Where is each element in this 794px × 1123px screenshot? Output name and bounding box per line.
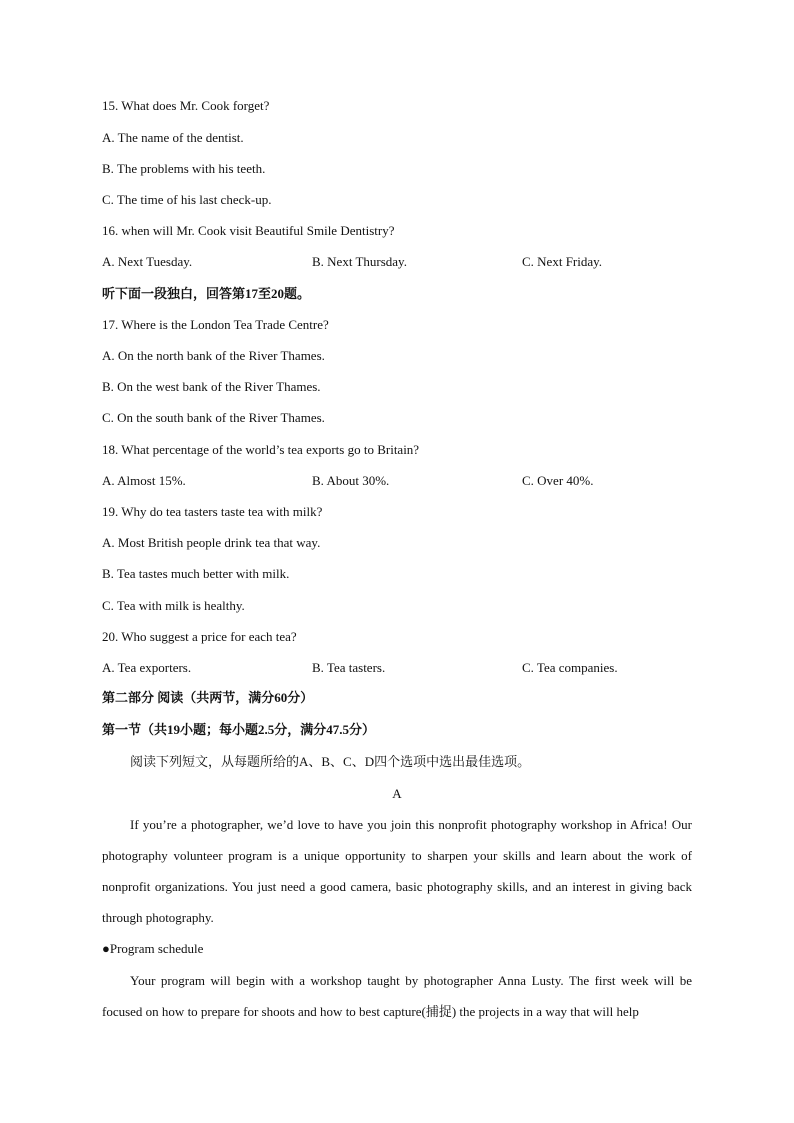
q19-question: 19. Why do tea tasters taste tea with milk? [102, 504, 323, 519]
q19-option-c: C. Tea with milk is healthy. [102, 598, 245, 613]
q20-option-a: A. Tea exporters. [102, 660, 192, 675]
q20-question: 20. Who suggest a price for each tea? [102, 629, 297, 644]
paragraph-2-text: Your program will begin with a workshop taught by photographer Anna Lusty. The first week will be focused on how to prepare for shoots and how to best capture(捕捉) the projects in a way that will help [102, 973, 692, 1019]
q16-option-a: A. Next Tuesday. [102, 254, 193, 269]
q16-option-b: B. Next Thursday. [312, 254, 407, 269]
q17-question: 17. Where is the London Tea Trade Centre? [102, 317, 329, 332]
q15-option-a: A. The name of the dentist. [102, 130, 244, 145]
q19-option-b: B. Tea tastes much better with milk. [102, 566, 290, 581]
paragraph-1-text: If you’re a photographer, we’d love to have you join this nonprofit photography workshop in Africa! Our photography volunteer program is a unique opportunity to sharpen your skills and learn about the work of nonprofit organizations. You just need a good camera, basic photography skills, and an interest in giving back through photography. [102, 817, 692, 925]
q19-option-a: A. Most British people drink tea that way. [102, 535, 321, 550]
passage-label: A [392, 786, 402, 801]
monologue-section-heading: 听下面一段独白，回答第17至20题。 [102, 286, 311, 301]
q16-option-c: C. Next Friday. [522, 254, 603, 269]
passage-paragraph-1 [102, 809, 692, 933]
q17-option-b: B. On the west bank of the River Thames. [102, 379, 321, 394]
reading-instruction: 阅读下列短文，从每题所给的A、B、C、D四个选项中选出最佳选项。 [130, 754, 531, 769]
q20-option-c: C. Tea companies. [522, 660, 618, 675]
q20-option-b: B. Tea tasters. [312, 660, 386, 675]
q16-question: 16. when will Mr. Cook visit Beautiful Smile Dentistry? [102, 223, 395, 238]
program-schedule-heading: ●Program schedule [102, 941, 204, 956]
section1-heading: 第一节（共19小题；每小题2.5分，满分47.5分） [102, 722, 376, 737]
q17-option-a: A. On the north bank of the River Thames. [102, 348, 325, 363]
q15-option-b: B. The problems with his teeth. [102, 161, 266, 176]
passage-paragraph-2 [102, 965, 692, 1027]
q18-option-b: B. About 30%. [312, 473, 390, 488]
q15-option-c: C. The time of his last check-up. [102, 192, 272, 207]
q18-option-a: A. Almost 15%. [102, 473, 186, 488]
q18-question: 18. What percentage of the world’s tea exports go to Britain? [102, 442, 420, 457]
q18-option-c: C. Over 40%. [522, 473, 594, 488]
q15-question: 15. What does Mr. Cook forget? [102, 98, 270, 113]
part2-heading: 第二部分 阅读（共两节，满分60分） [102, 690, 314, 705]
q17-option-c: C. On the south bank of the River Thames. [102, 410, 325, 425]
